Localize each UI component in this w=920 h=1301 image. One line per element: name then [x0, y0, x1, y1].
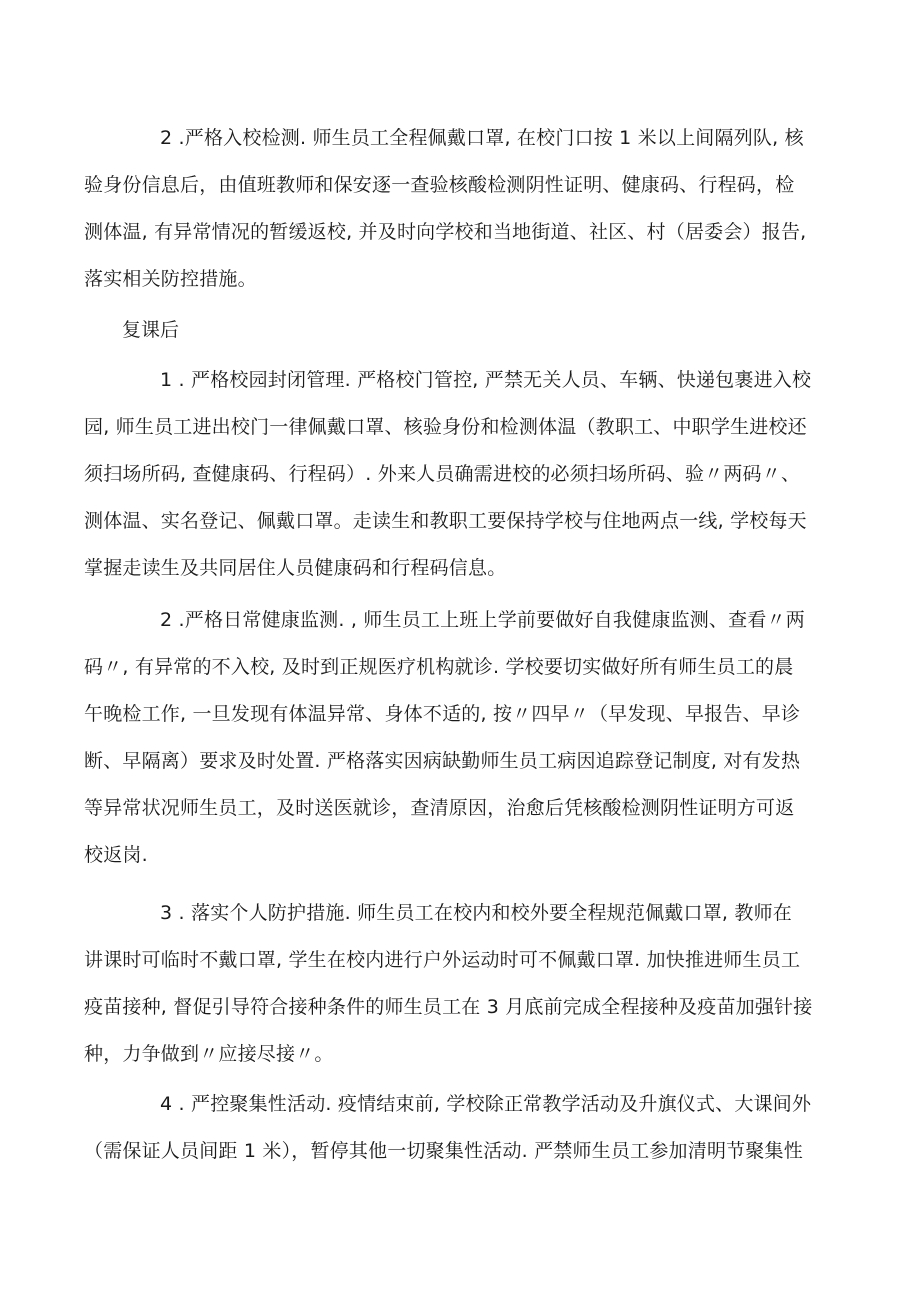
text-line: 2 .严格日常健康监测. , 师生员工上班上学前要做好自我健康监测、查看〃两 — [160, 609, 805, 631]
paragraph-entry-check — [84, 115, 834, 303]
text-line: 掌握走读生及共同居住人员健康码和行程码信息。 — [84, 557, 507, 579]
text-line: 测体温, 有异常情况的暂缓返校, 并及时向学校和当地街道、社区、村（居委会）报告, — [84, 221, 807, 243]
text-line: 园, 师生员工进出校门一律佩戴口罩、核验身份和检测体温（教职工、中职学生进校还 — [84, 416, 807, 438]
text-line: 1 . 严格校园封闭管理. 严格校门管控, 严禁无关人员、车辆、快递包裹进入校 — [160, 369, 812, 391]
text-line: 验身份信息后，由值班教师和保安逐一查验核酸检测阴性证明、健康码、行程码，检 — [84, 174, 795, 196]
text-line: 种，力争做到〃应接尽接〃。 — [84, 1043, 334, 1065]
paragraph-gathering-control — [84, 1081, 834, 1175]
text-line: 测体温、实名登记、佩戴口罩。走读生和教职工要保持学校与住地两点一线, 学校每天 — [84, 510, 807, 532]
text-line: 疫苗接种, 督促引导符合接种条件的师生员工在 3 月底前完成全程接种及疫苗加强针接 — [84, 996, 813, 1018]
section-heading-after-resume: 复课后 — [122, 319, 180, 341]
paragraph-closed-management — [84, 357, 834, 592]
text-line: 2 .严格入校检测. 师生员工全程佩戴口罩, 在校门口按 1 米以上间隔列队, 核 — [160, 127, 804, 149]
text-line: （需保证人员间距 1 米），暂停其他一切聚集性活动. 严禁师生员工参加清明节聚集性 — [84, 1140, 803, 1162]
paragraph-health-monitoring — [84, 597, 834, 879]
text-line: 断、早隔离）要求及时处置. 严格落实因病缺勤师生员工病因追踪登记制度, 对有发热 — [84, 750, 801, 772]
text-line: 落实相关防控措施。 — [84, 268, 257, 290]
text-line: 须扫场所码, 查健康码、行程码）. 外来人员确需进校的必须扫场所码、验〃两码〃、 — [84, 463, 801, 485]
text-line: 等异常状况师生员工，及时送医就诊，查清原因，治愈后凭核酸检测阴性证明方可返 — [84, 797, 795, 819]
text-line: 校返岗. — [84, 844, 148, 866]
text-line: 讲课时可临时不戴口罩, 学生在校内进行户外运动时可不佩戴口罩. 加快推进师生员工 — [84, 949, 801, 971]
text-line: 码〃, 有异常的不入校, 及时到正规医疗机构就诊. 学校要切实做好所有师生员工的晨 — [84, 656, 794, 678]
text-line: 3 . 落实个人防护措施. 师生员工在校内和校外要全程规范佩戴口罩, 教师在 — [160, 902, 792, 924]
text-line: 4 . 严控聚集性活动. 疫情结束前, 学校除正常教学活动及升旗仪式、大课间外 — [160, 1093, 812, 1115]
text-line: 午晚检工作, 一旦发现有体温异常、身体不适的, 按〃四早〃（早发现、早报告、早诊 — [84, 703, 801, 725]
paragraph-personal-protection — [84, 890, 834, 1078]
